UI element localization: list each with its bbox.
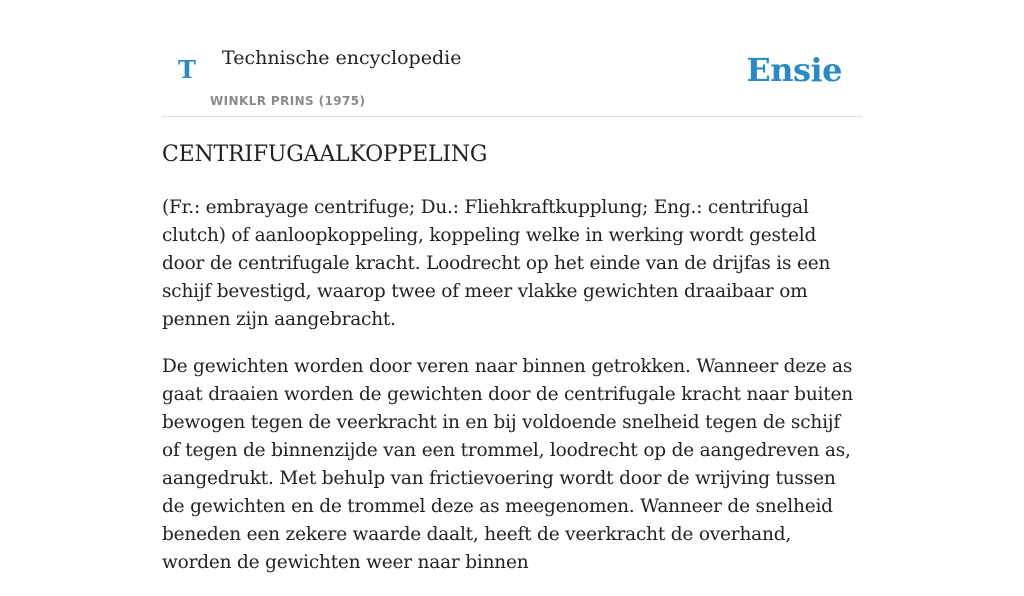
article-paragraph: De gewichten worden door veren naar binnen getrokken. Wanneer deze as gaat draaien worden de gewichten door de centrifugale kracht naar buiten bewogen tegen de veerkracht in en bij voldoende snelheid tegen de schijf of tegen de binnenzijde van een trommel, loodrecht op de aangedreven as, aangedrukt. Met behulp van frictievoering wordt door de wrijving tussen de gewichten en de trommel deze as meegenomen. Wanneer de snelheid beneden een zekere waarde daalt, heeft de veerkracht de overhand, worden de gewichten weer naar binnen bbox=[162, 356, 853, 573]
source-logo-icon: T bbox=[178, 55, 196, 84]
article-title: CENTRIFUGAALKOPPELING bbox=[162, 142, 488, 167]
article-paragraph: (Fr.: embrayage centrifuge; Du.: Fliehkraftkupplung; Eng.: centrifugal clutch) of aanloopkoppeling, koppeling welke in werking wordt gesteld door de centrifugale kracht. Loodrecht op het einde van de drijfas is een schijf bevestigd, waarop twee of meer vlakke gewichten draaibaar om pennen zijn aangebracht. bbox=[162, 197, 831, 330]
brand-logo-link[interactable]: Ensie bbox=[746, 51, 842, 89]
header bbox=[162, 0, 862, 117]
source-subtitle: WINKLR PRINS (1975) bbox=[210, 94, 366, 108]
source-title[interactable]: Technische encyclopedie bbox=[222, 47, 462, 69]
article bbox=[162, 138, 862, 596]
